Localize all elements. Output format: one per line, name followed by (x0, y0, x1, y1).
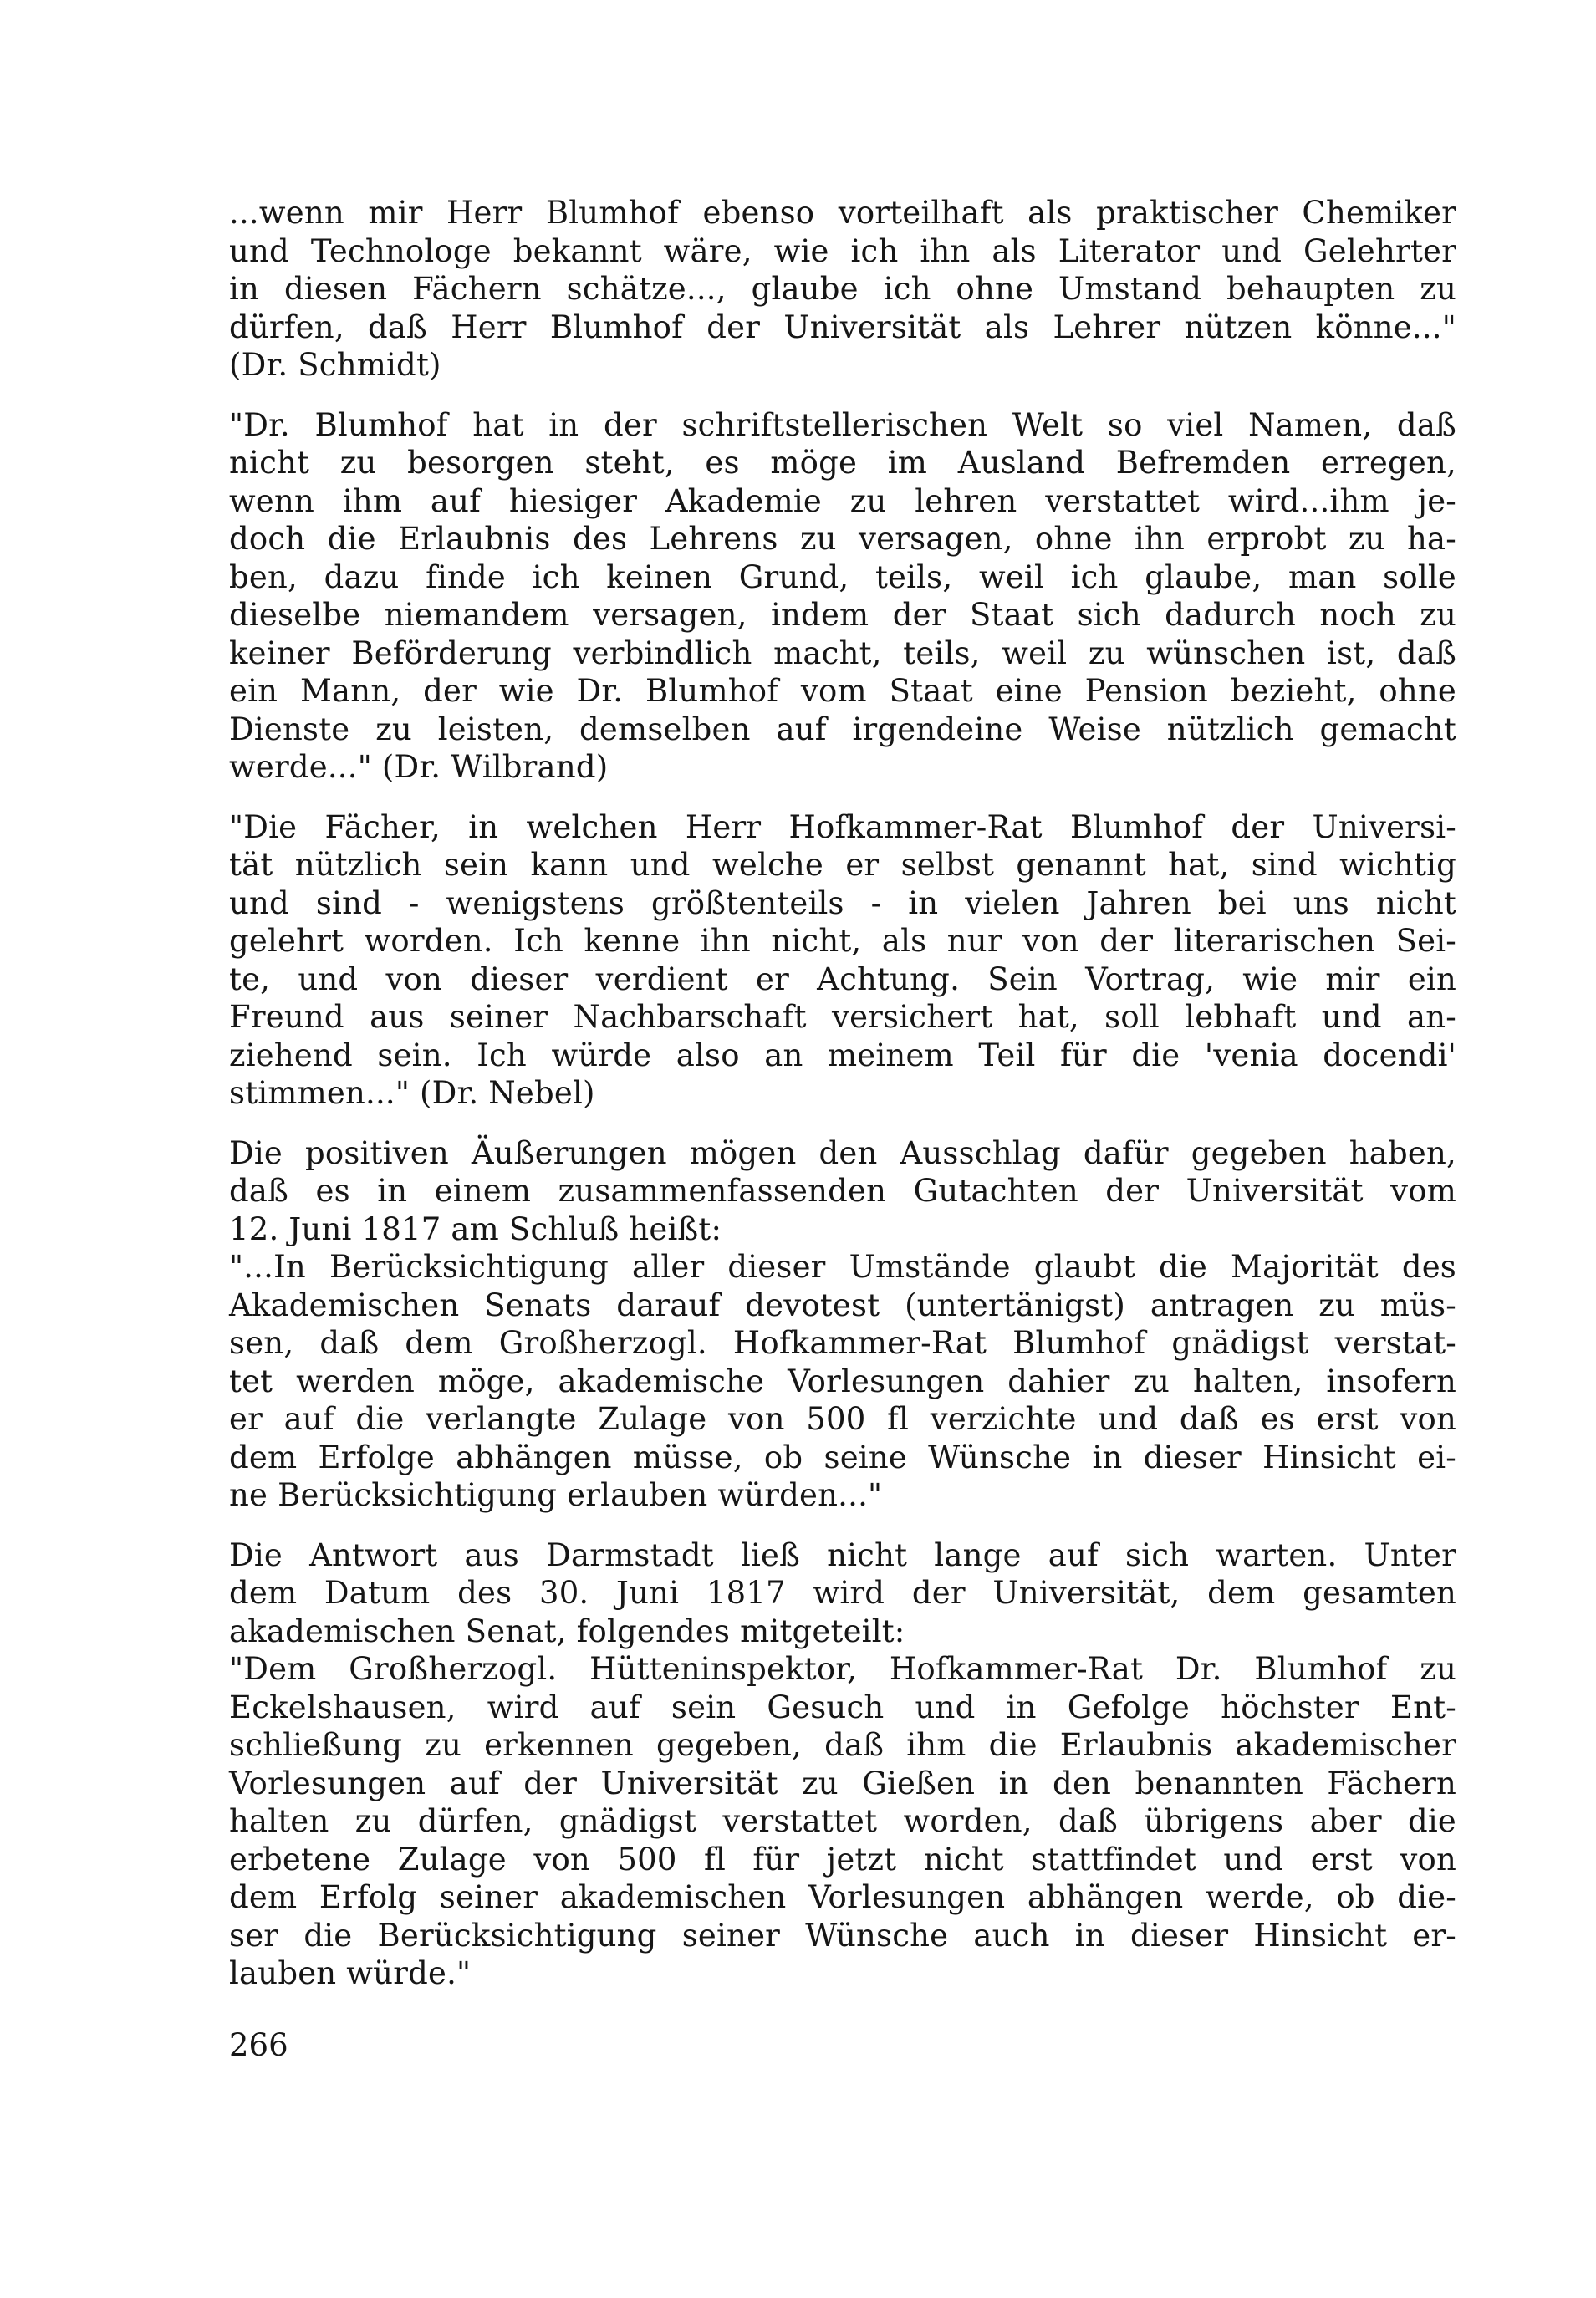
text-line: nicht zu besorgen steht, es möge im Ausland Befremden erregen, (229, 445, 1456, 481)
text-line: dem Datum des 30. Juni 1817 wird der Universität, dem gesamten (229, 1575, 1456, 1611)
text-line: wenn ihm auf hiesiger Akademie zu lehren verstattet wird...ihm je- (229, 482, 1456, 519)
text-line: "...In Berücksichtigung aller dieser Umstände glaubt die Majorität des (229, 1249, 1456, 1285)
text-line: tät nützlich sein kann und welche er selbst genannt hat, sind wichtig (229, 847, 1456, 883)
text-line: in diesen Fächern schätze..., glaube ich ohne Umstand behaupten zu (229, 271, 1456, 307)
text-line: sen, daß dem Großherzogl. Hofkammer-Rat Blumhof gnädigst verstat- (229, 1325, 1456, 1361)
text-line: ser die Berücksichtigung seiner Wünsche auch in dieser Hinsicht er- (229, 1917, 1456, 1954)
text-line: ziehend sein. Ich würde also an meinem Teil für die 'venia docendi' (229, 1037, 1456, 1073)
text-line: Akademischen Senats darauf devotest (untertänigst) antragen zu müs- (229, 1287, 1456, 1323)
paragraph-nebel-quote (229, 808, 1456, 1113)
text-line: tet werden möge, akademische Vorlesungen dahier zu halten, insofern (229, 1363, 1456, 1399)
paragraph-darmstadt-answer (229, 1536, 1456, 1993)
text-line: ...wenn mir Herr Blumhof ebenso vorteilhaft als praktischer Chemiker (229, 195, 1456, 231)
text-line: 12. Juni 1817 am Schluß heißt: (229, 1210, 722, 1247)
paragraph-schmidt-quote (229, 194, 1456, 385)
text-column (229, 194, 1456, 2015)
text-line: dieselbe niemandem versagen, indem der Staat sich dadurch noch zu (229, 597, 1456, 633)
text-line: werde..." (Dr. Wilbrand) (229, 749, 609, 785)
text-line: daß es in einem zusammenfassenden Gutachten der Universität vom (229, 1173, 1456, 1209)
text-line: Die Antwort aus Darmstadt ließ nicht lange auf sich warten. Unter (229, 1536, 1456, 1573)
text-line: dem Erfolg seiner akademischen Vorlesungen abhängen werde, ob die- (229, 1879, 1456, 1915)
text-line: dem Erfolge abhängen müsse, ob seine Wünsche in dieser Hinsicht ei- (229, 1439, 1456, 1475)
text-line: "Dr. Blumhof hat in der schriftstellerischen Welt so viel Namen, daß (229, 406, 1456, 443)
text-line: Dienste zu leisten, demselben auf irgendeine Weise nützlich gemacht (229, 711, 1456, 747)
text-line: ne Berücksichtigung erlauben würden..." (229, 1477, 883, 1513)
paragraph-wilbrand-quote (229, 406, 1456, 787)
text-line: halten zu dürfen, gnädigst verstattet worden, daß übrigens aber die (229, 1803, 1456, 1839)
text-line: schließung zu erkennen gegeben, daß ihm die Erlaubnis akademischer (229, 1727, 1456, 1763)
text-line: keiner Beförderung verbindlich macht, teils, weil zu wünschen ist, daß (229, 634, 1456, 671)
text-line: und Technologe bekannt wäre, wie ich ihn als Literator und Gelehrter (229, 232, 1456, 269)
text-line: Eckelshausen, wird auf sein Gesuch und in Gefolge höchster Ent- (229, 1689, 1456, 1725)
text-line: dürfen, daß Herr Blumhof der Universität als Lehrer nützen könne..." (229, 308, 1456, 345)
text-line: und sind - wenigstens größtenteils - in vielen Jahren bei uns nicht (229, 884, 1456, 921)
text-line: ben, dazu finde ich keinen Grund, teils, weil ich glaube, man solle (229, 558, 1456, 595)
text-line: akademischen Senat, folgendes mitgeteilt: (229, 1613, 905, 1649)
text-line: Freund aus seiner Nachbarschaft versichert hat, soll lebhaft und an- (229, 999, 1456, 1035)
text-line: "Dem Großherzogl. Hütteninspektor, Hofkammer-Rat Dr. Blumhof zu (229, 1651, 1456, 1687)
text-line: ein Mann, der wie Dr. Blumhof vom Staat eine Pension bezieht, ohne (229, 673, 1456, 709)
text-line: "Die Fächer, in welchen Herr Hofkammer-Rat Blumhof der Universi- (229, 808, 1456, 845)
text-line: stimmen..." (Dr. Nebel) (229, 1075, 595, 1111)
text-line: er auf die verlangte Zulage von 500 fl verzichte und daß es erst von (229, 1401, 1456, 1437)
paragraph-gutachten (229, 1134, 1456, 1515)
text-line: doch die Erlaubnis des Lehrens zu versagen, ohne ihn erprobt zu ha- (229, 521, 1456, 557)
text-line: (Dr. Schmidt) (229, 347, 441, 383)
text-line: lauben würde." (229, 1955, 472, 1991)
text-line: Vorlesungen auf der Universität zu Gießen in den benannten Fächern (229, 1765, 1456, 1801)
text-line: erbetene Zulage von 500 fl für jetzt nicht stattfindet und erst von (229, 1841, 1456, 1878)
page-number: 266 (229, 2027, 288, 2063)
text-line: te, und von dieser verdient er Achtung. Sein Vortrag, wie mir ein (229, 960, 1456, 997)
text-line: Die positiven Äußerungen mögen den Ausschlag dafür gegeben haben, (229, 1134, 1456, 1171)
text-line: gelehrt worden. Ich kenne ihn nicht, als nur von der literarischen Sei- (229, 923, 1456, 959)
